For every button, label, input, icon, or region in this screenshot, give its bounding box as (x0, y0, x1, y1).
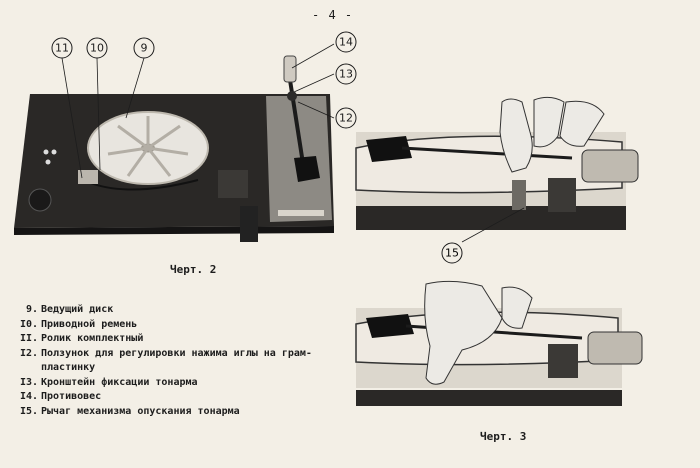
legend-text: Кронштейн фиксации тонарма (41, 376, 198, 388)
callout-13: 13 (339, 67, 353, 81)
turntable-base-edge (356, 390, 622, 406)
legend-number: 9. (25, 304, 38, 315)
legend-item (16, 318, 336, 333)
legend-number: I2. (19, 347, 38, 359)
tonearm-headshell (294, 156, 320, 182)
parts-legend (16, 303, 336, 419)
legend-item (16, 303, 336, 318)
callout-15: 15 (445, 246, 459, 260)
speed-knob (29, 189, 51, 211)
legend-item (16, 405, 336, 420)
counterweight (284, 56, 296, 82)
counterweight (588, 332, 642, 364)
callout-9: 9 (140, 41, 148, 55)
legend-text: Ролик комплектный (41, 333, 144, 344)
legend-text: пластинку (41, 362, 96, 373)
callout-12: 12 (339, 111, 353, 125)
legend-text: Ведущий диск (41, 304, 114, 315)
legend-number: I5. (19, 405, 38, 417)
legend-number: I3. (19, 376, 38, 388)
legend-text: Приводной ремень (41, 318, 138, 330)
legend-number: I0. (19, 318, 38, 330)
callout-10: 10 (90, 41, 104, 55)
figure-2-turntable-illustration (8, 30, 358, 260)
legend-text: Ползунок для регулировки нажима иглы на грам- (41, 347, 312, 359)
legend-number: I4. (19, 391, 38, 402)
figure-2-caption: Черт. 2 (170, 263, 217, 276)
legend-number (16, 361, 41, 376)
legend-text: Противовес (41, 391, 102, 402)
figure-3-caption: Черт. 3 (480, 430, 527, 443)
counterweight (582, 150, 638, 182)
figure-3-top-illustration (352, 92, 652, 272)
page-number: - 4 - (312, 8, 354, 22)
legend-text: Рычаг механизма опускания тонарма (41, 405, 240, 417)
callout-14: 14 (339, 35, 353, 49)
callout-11: 11 (55, 41, 69, 55)
legend-item (16, 376, 336, 391)
legend-item (16, 332, 336, 347)
legend-item (16, 390, 336, 405)
legend-number: II. (19, 333, 38, 344)
legend-item (16, 361, 336, 376)
cueing-lever (512, 180, 526, 210)
figure-3-bottom-illustration (352, 278, 652, 418)
legend-item (16, 347, 336, 362)
